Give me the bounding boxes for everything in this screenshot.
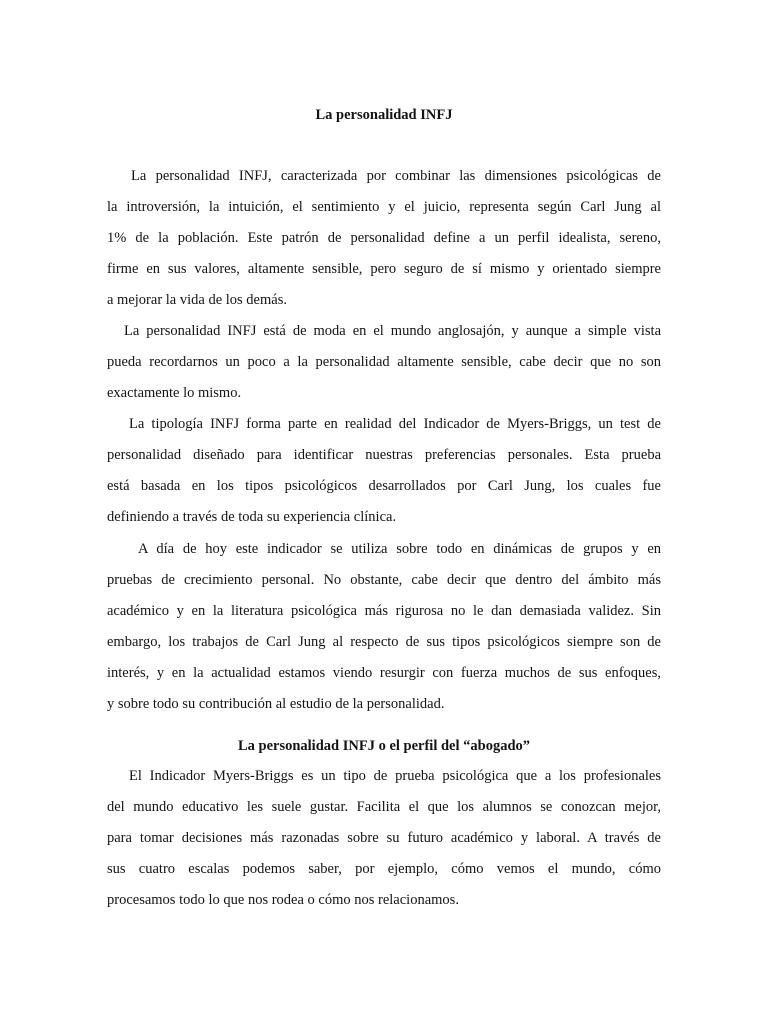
text-line: pruebas de crecimiento personal. No obstante, cabe decir que dentro del ámbito más xyxy=(107,572,661,588)
text-line: sus cuatro escalas podemos saber, por ejemplo, cómo vemos el mundo, cómo xyxy=(107,861,661,877)
text-line: está basada en los tipos psicológicos desarrollados por Carl Jung, los cuales fue xyxy=(107,478,661,494)
text-line: El Indicador Myers-Briggs es un tipo de prueba psicológica que a los profesionales xyxy=(129,768,661,784)
text-line: firme en sus valores, altamente sensible, pero seguro de sí mismo y orientado siempre xyxy=(107,261,661,277)
text-line: procesamos todo lo que nos rodea o cómo nos relacionamos. xyxy=(107,892,459,908)
text-line: La tipología INFJ forma parte en realidad del Indicador de Myers-Briggs, un test de xyxy=(129,416,661,432)
text-line: académico y en la literatura psicológica más rigurosa no le dan demasiada validez. Sin xyxy=(107,603,661,619)
text-line: a mejorar la vida de los demás. xyxy=(107,292,287,308)
text-line: para tomar decisiones más razonadas sobre su futuro académico y laboral. A través de xyxy=(107,830,661,846)
text-line: definiendo a través de toda su experiencia clínica. xyxy=(107,509,397,525)
text-line: La personalidad INFJ está de moda en el mundo anglosajón, y aunque a simple vista xyxy=(124,323,661,339)
text-line: pueda recordarnos un poco a la personalidad altamente sensible, cabe decir que no son xyxy=(107,354,661,370)
text-line: interés, y en la actualidad estamos viendo resurgir con fuerza muchos de sus enfoques, xyxy=(107,665,661,681)
text-line: embargo, los trabajos de Carl Jung al respecto de sus tipos psicológicos siempre son de xyxy=(107,634,661,650)
text-line: y sobre todo su contribución al estudio de la personalidad. xyxy=(107,696,445,712)
text-line: exactamente lo mismo. xyxy=(107,385,242,401)
text-line: 1% de la población. Este patrón de personalidad define a un perfil idealista, sereno, xyxy=(107,230,661,246)
text-line: la introversión, la intuición, el sentimiento y el juicio, representa según Carl Jung al xyxy=(107,199,661,215)
text-line: personalidad diseñado para identificar nuestras preferencias personales. Esta prueba xyxy=(107,447,661,463)
section-subheading: La personalidad INFJ o el perfil del “abogado” xyxy=(237,738,531,754)
text-line: La personalidad INFJ, caracterizada por combinar las dimensiones psicológicas de xyxy=(131,168,661,184)
document-title: La personalidad INFJ xyxy=(315,107,453,123)
text-line: del mundo educativo les suele gustar. Facilita el que los alumnos se conozcan mejor, xyxy=(107,799,661,815)
text-line: A día de hoy este indicador se utiliza sobre todo en dinámicas de grupos y en xyxy=(138,541,661,557)
